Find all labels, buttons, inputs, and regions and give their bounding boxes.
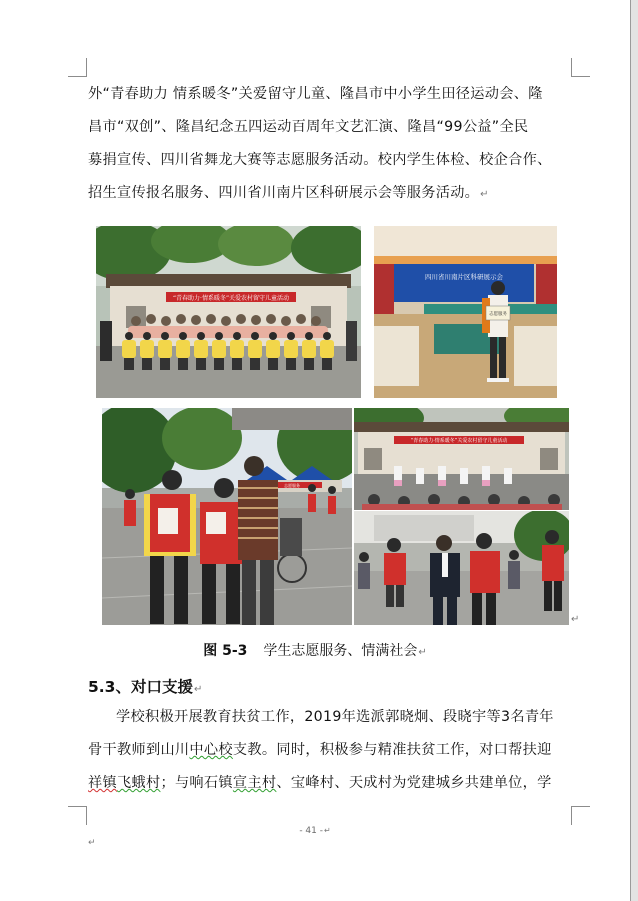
paragraph-mark: ↵ xyxy=(88,838,96,848)
performance-banner-text: “青春助力·情系暖冬”关爱农村留守儿童活动 xyxy=(410,438,508,444)
paragraph-line xyxy=(88,772,552,792)
paragraph-line: 募捐宣传、四川省舞龙大赛等志愿服务活动。校内学生体检、校企合作、 xyxy=(88,152,552,168)
paragraph-mark: ↵ xyxy=(323,826,331,835)
stall-banner-text: 志愿服务 xyxy=(284,483,300,488)
stage-sign-text: 志愿服务 xyxy=(489,312,507,317)
paragraph-line xyxy=(88,739,552,759)
figure-number: 图 5-3 xyxy=(203,643,248,659)
photo-performance xyxy=(354,408,569,510)
text-run: 支教。同时，积极参与精准扶贫工作，对口帮扶迎 xyxy=(232,742,552,758)
page-number xyxy=(0,826,630,836)
margin-corner-top-right xyxy=(571,58,590,77)
paragraph-mark: ↵ xyxy=(480,189,489,200)
text-run: 、宝峰村、天成村为党建城乡共建单位，学 xyxy=(276,775,552,791)
text-run: 骨干教师到山川 xyxy=(88,742,190,758)
margin-corner-bottom-right xyxy=(571,806,590,825)
paragraph-mark: ↵ xyxy=(571,614,580,625)
figure-caption xyxy=(0,640,630,660)
margin-corner-top-left xyxy=(68,58,87,77)
paragraph-mark: ↵ xyxy=(193,684,203,695)
margin-corner-bottom-left xyxy=(68,806,87,825)
grammar-underlined-text: 飞蛾村 xyxy=(116,775,161,791)
paragraph-line: 昌市“双创”、隆昌纪念五四运动百周年文艺汇演、隆昌“99公益”全民 xyxy=(88,119,529,135)
photo-group-children xyxy=(96,226,361,398)
section-heading-text: 5.3、对口支援 xyxy=(88,678,193,696)
paragraph-mark: ↵ xyxy=(418,647,427,658)
photo-stage-volunteer xyxy=(374,226,557,398)
spelling-underlined-text: 祥镇 xyxy=(88,775,117,791)
group-banner-text: “青春助力·情系暖冬”关爱农村留守儿童活动 xyxy=(172,295,290,302)
section-heading xyxy=(88,675,202,697)
grammar-underlined-text: 宣主村 xyxy=(232,775,277,791)
paragraph-line xyxy=(88,182,489,202)
page-edge-shadow xyxy=(631,0,638,901)
stage-screen-text: 四川省川南片区科研展示会 xyxy=(425,273,503,281)
paragraph-text: 招生宣传报名服务、四川省川南片区科研展示会等服务活动。 xyxy=(88,185,480,201)
text-run: ；与响石镇 xyxy=(160,775,233,791)
paragraph-line: 学校积极开展教育扶贫工作，2019年选派郭晓炯、段晓宇等3名青年 xyxy=(116,709,554,725)
photo-street-volunteers xyxy=(102,408,352,625)
paragraph-line: 外“青春助力 情系暖冬”关爱留守儿童、隆昌市中小学生田径运动会、隆 xyxy=(88,86,543,102)
page-number-text: - 41 - xyxy=(299,826,323,836)
photo-guests xyxy=(354,511,569,625)
figure-caption-text: 学生志愿服务、情满社会 xyxy=(263,643,418,659)
grammar-underlined-text: 中心校 xyxy=(189,742,233,758)
